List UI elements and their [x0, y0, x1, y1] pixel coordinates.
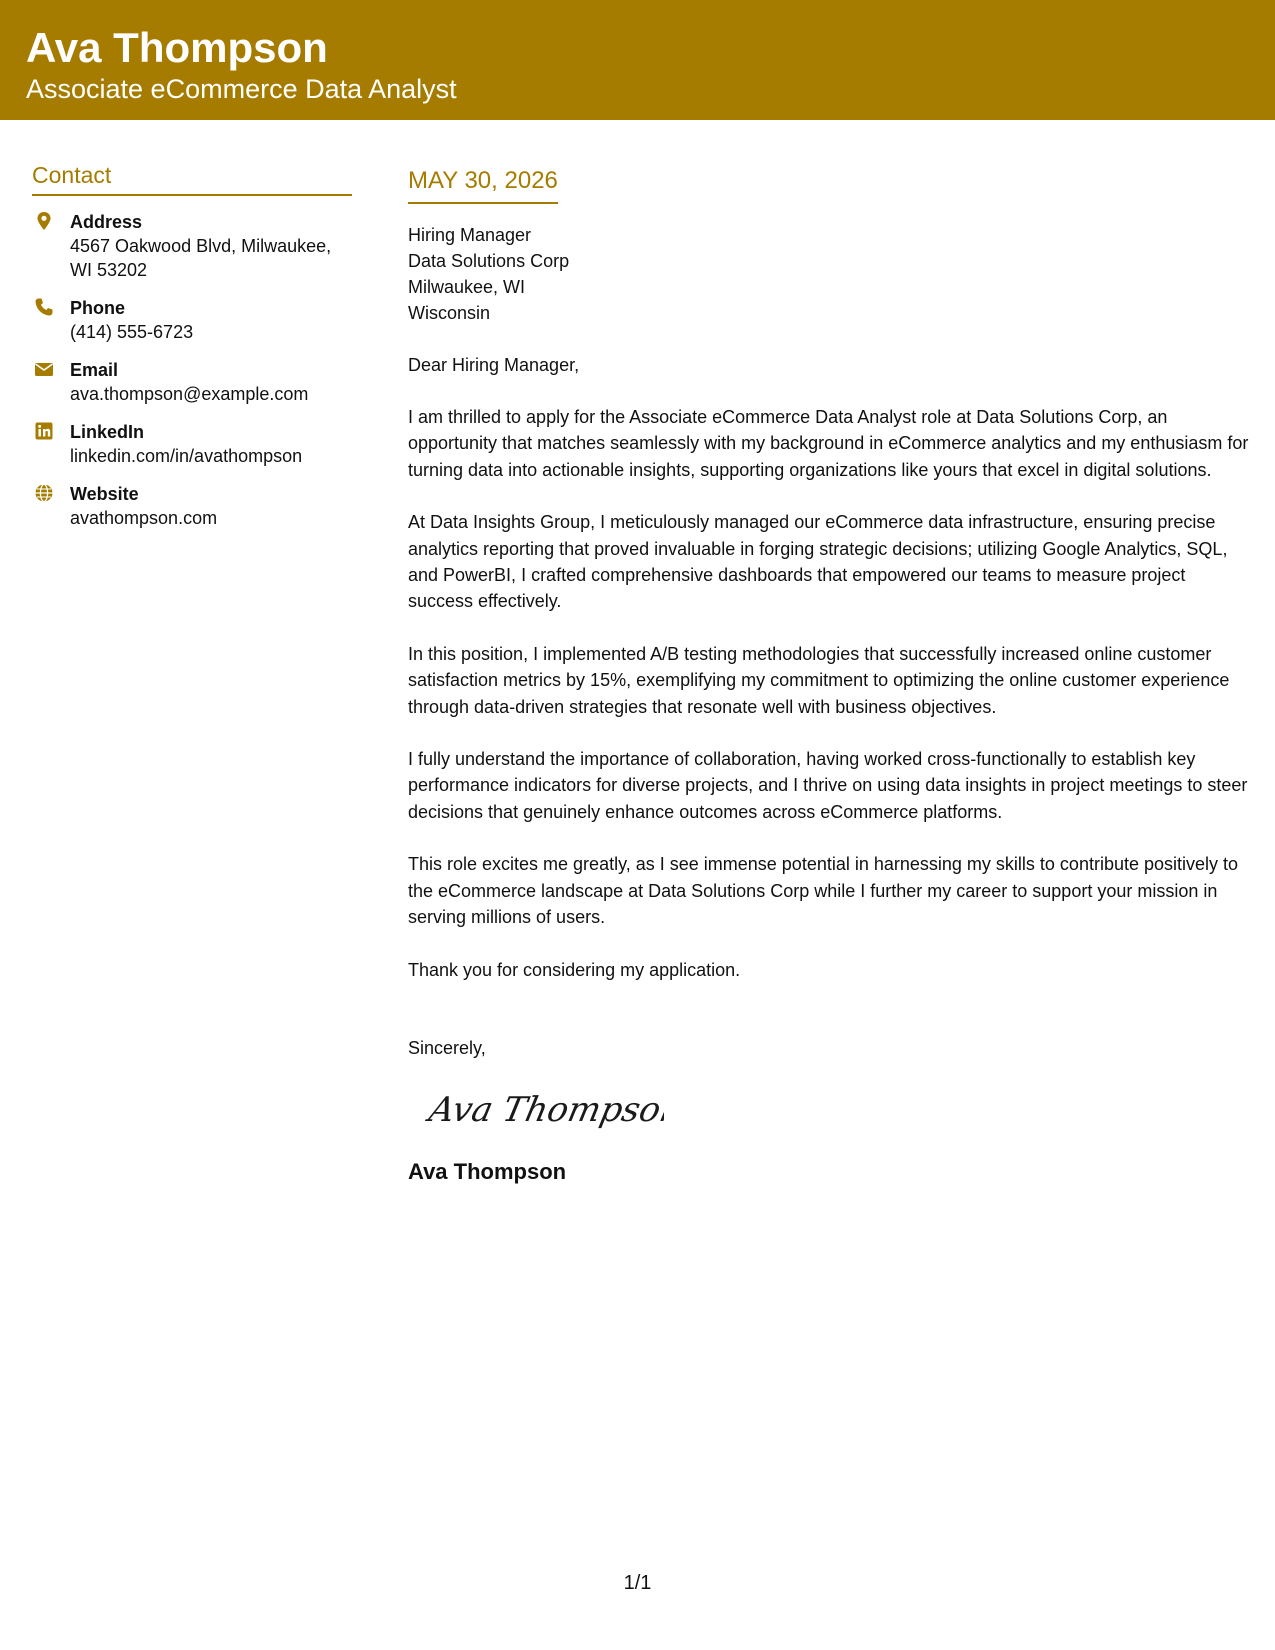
body-paragraph: In this position, I implemented A/B testing methodologies that successfully increased online customer satisfaction metrics by 15%, exemplifying my commitment to optimizing the online customer experience through data-driven strategies that resonate well with business objectives.: [408, 643, 1230, 717]
linkedin-value: linkedin.com/in/avathompson: [70, 446, 303, 466]
contact-item-address: [32, 210, 352, 282]
page-number: 1/1: [623, 1572, 652, 1594]
signature: [424, 1081, 664, 1137]
map-pin-icon: [34, 211, 54, 231]
body-paragraph: Thank you for considering my application.: [408, 959, 741, 980]
recipient-line: Wisconsin: [408, 303, 491, 323]
linkedin-icon: [34, 421, 54, 441]
recipient-line: Data Solutions Corp: [408, 251, 570, 271]
closing: Sincerely,: [408, 1037, 486, 1058]
phone-icon: [34, 297, 54, 317]
body-paragraph: This role excites me greatly, as I see immense potential in harnessing my skills to contribute positively to the eCommerce landscape at Data Solutions Corp while I further my career to support your mission in serving millions of users.: [408, 854, 1239, 928]
contact-item-email: [32, 358, 352, 406]
address-value: 4567 Oakwood Blvd, Milwaukee, WI 53202: [70, 236, 332, 280]
recipient-line: Hiring Manager: [408, 225, 532, 245]
job-title: Associate eCommerce Data Analyst: [26, 74, 457, 104]
body-paragraph: I fully understand the importance of collaboration, having worked cross-functionally to establish key performance indicators for diverse projects, and I thrive on using data insights in project meetings to steer decisions that genuinely enhance outcomes across eCommerce platforms.: [408, 749, 1248, 822]
email-label: Email: [70, 360, 119, 380]
contact-item-linkedin: [32, 420, 352, 468]
email-value: ava.thompson@example.com: [70, 384, 309, 404]
recipient-block: [408, 222, 1253, 326]
contact-item-website: [32, 482, 352, 530]
address-label: Address: [70, 212, 143, 232]
body-paragraph: At Data Insights Group, I meticulously managed our eCommerce data infrastructure, ensuring precise analytics reporting that proved invaluable in forging strategic decisions; utilizing Google Analytics, SQL, and PowerBI, I crafted comprehensive dashboards that empowered our teams to measure project success effectively.: [408, 512, 1228, 612]
phone-label: Phone: [70, 298, 126, 318]
signature-text: Ava Thompson: [425, 1090, 664, 1130]
website-label: Website: [70, 484, 139, 504]
salutation: Dear Hiring Manager,: [408, 355, 580, 375]
header-banner: [0, 0, 1275, 120]
letter-date: MAY 30, 2026: [408, 165, 558, 204]
contact-sidebar: [32, 160, 352, 544]
website-value: avathompson.com: [70, 508, 218, 528]
phone-value: (414) 555-6723: [70, 322, 194, 342]
contact-section-title: Contact: [32, 160, 352, 196]
globe-icon: [34, 483, 54, 503]
recipient-line: Milwaukee, WI: [408, 277, 526, 297]
signed-name: Ava Thompson: [408, 1158, 567, 1184]
linkedin-label: LinkedIn: [70, 422, 145, 442]
letter-body: [408, 165, 1253, 1186]
body-paragraph: I am thrilled to apply for the Associate eCommerce Data Analyst role at Data Solutions Corp, an opportunity that matches seamlessly with my background in eCommerce analytics and my enthusiasm for turning data into actionable insights, supporting organizations like yours that excel in digital solutions.: [408, 407, 1249, 480]
applicant-name: Ava Thompson: [26, 24, 328, 71]
envelope-icon: [34, 359, 54, 379]
contact-item-phone: [32, 296, 352, 344]
